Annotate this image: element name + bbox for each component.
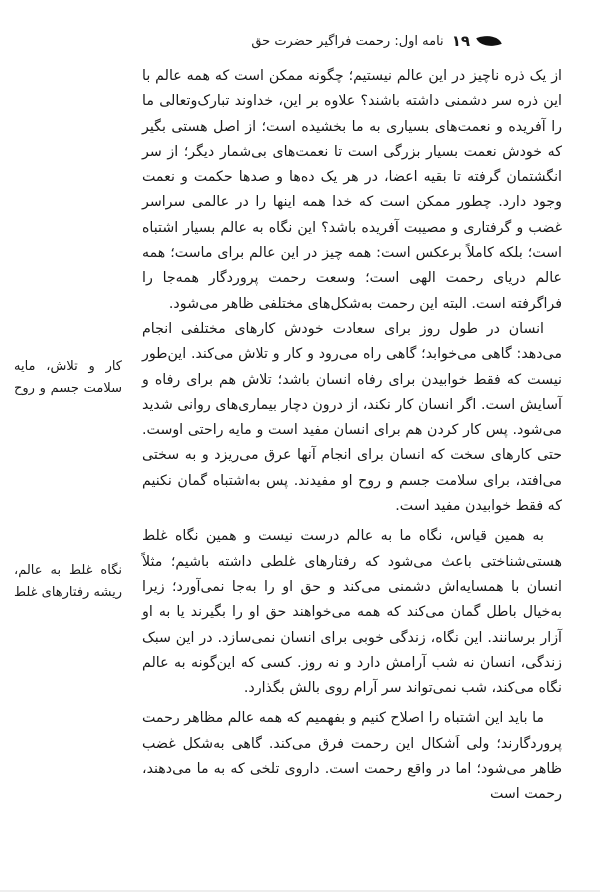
leaf-icon <box>476 31 501 52</box>
paragraph: ما باید این اشتباه را اصلاح کنیم و بفهمیم که همه عالم مظاهر رحمت پروردگارند؛ ولی اَشکال این رحمت فرق می‌کند. گاهی به‌شکل غضب ظاهر می‌شود؛ اما در واقع رحمت است. داروی تلخی که به ما می‌دهند، رحمت است <box>142 710 562 803</box>
chapter-title: نامه اول: رحمت فراگیر حضرت حق <box>251 33 444 49</box>
page-number: ۱۹ <box>451 32 470 50</box>
body-text <box>142 64 562 884</box>
paragraph: از یک ذره ناچیز در این عالم نیستیم؛ چگونه ممکن است که همه عالم با این ذره سر دشمنی داشته باشند؟ علاوه بر این، خداوند تبارک‌وتعالی ما را آفریده و نعمت‌های بسیاری به ما بخشیده است؛ از اصل هستی بگیر که خودش نعمت بسیار بزرگی است تا نعمت‌های بی‌شمار دیگر؛ از سر انگشتمان گرفته تا بقیه اعضا، در هر یک ده‌ها و صدها حکمت و نعمت وجود دارد. چطور ممکن است که خدا همه اینها را در عالمی سراسر غضب و گرفتاری و مصیبت آفریده باشد؟ این نگاه به عالم بسیار اشتباه است؛ بلکه کاملاً برعکس است: همه چیز در این عالم برای ماست؛ همه عالم دریای رحمت الهی است؛ وسعت رحمت پروردگار همه‌جا را فراگرفته است. البته این رحمت به‌شکل‌های مختلفی ظاهر می‌شود. <box>142 68 562 312</box>
margin-note: نگاه غلط به عالم، ریشه رفتارهای غلط <box>14 563 122 600</box>
paragraph: به همین قیاس، نگاه ما به عالم درست نیست و همین نگاه غلط هستی‌شناختی باعث می‌شود که رفتارهای غلطی داشته باشیم؛ مثلاً انسان با همسایه‌اش دشمنی می‌کند و حق او را به‌جا نمی‌آورد؛ زیرا به‌خیال باطل گمان می‌کند که همه می‌خواهند حق او را بگیرند یا به او آزار برسانند. این نگاه، زندگی خوبی برای انسان نمی‌سازد. در این سبک زندگی، انسان نه شب آرامش دارد و نه روز. کسی که این‌گونه به عالم نگاه می‌کند، شب نمی‌تواند سر آرام روی بالش بگذارد. <box>142 528 562 697</box>
paragraph: انسان در طول روز برای سعادت خودش کارهای مختلفی انجام می‌دهد: گاهی می‌خوابد؛ گاهی راه می‌رود و کار و تلاش می‌کند. این‌طور نیست که فقط خوابیدن برای رفاه انسان باشد؛ تلاش هم برای رفاه و آسایش است. اگر انسان کار نکند، از درون دچار بیماری‌های روانی شدید می‌شود. پس کار کردن هم برای انسان مفید است و مایه راحتی اوست. حتی کارهای سخت که انسان برای انجام آنها عرق می‌ریزد و به سختی می‌افتد، برای سلامت جسم و روح او مفیدند. پس به‌اشتباه گمان نکنیم که فقط خوابیدن مفید است. <box>142 320 562 515</box>
page-header <box>100 26 500 56</box>
margin-note: کار و تلاش، مایه سلامت جسم و روح <box>14 359 122 396</box>
